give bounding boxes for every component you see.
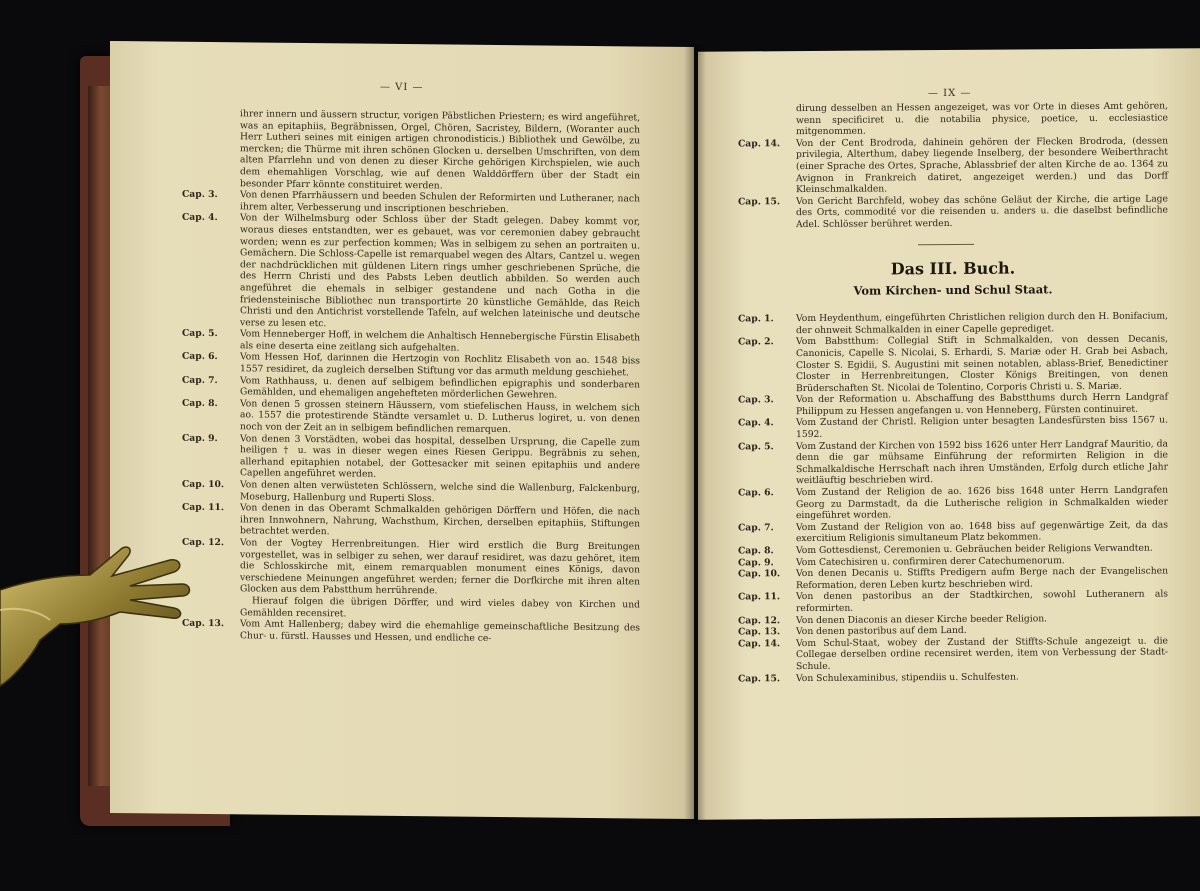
chapter-label: Cap. 14. [738, 637, 781, 650]
right-entry [738, 334, 1168, 395]
chapter-text: Von denen alten verwüsteten Schlössern, welche sind die Wallenburg, Falckenburg, Moseburg, Hallenburg und Ruperti Sloss. [240, 479, 640, 504]
right-entry [738, 670, 1168, 685]
chapter-text: Vom Hessen Hof, darinnen die Hertzogin von Rochlitz Elisabeth von ao. 1548 biss 1557 residiret, da zugleich derselben Stiftung vor das armuth meldung geschiehet. [240, 351, 640, 379]
chapter-label: Cap. 1. [738, 313, 774, 325]
chapter-text: Von denen Decanis u. Stiffts Predigern aufm Berge nach der Evangelischen Reformation, deren Leben kurtz beschrieben wird. [796, 565, 1168, 591]
chapter-label: Cap. 3. [738, 394, 774, 406]
left-page-number: — VI — [380, 81, 424, 94]
left-page-after-12: Hierauf folgen die übrigen Dörffer, und wird vieles dabey von Kirchen und Gemählden recensiret. [240, 595, 640, 619]
chapter-label: Cap. 4. [738, 417, 774, 429]
chapter-text: Vom Gottesdienst, Ceremonien u. Gebräuchen beider Religions Verwandten. [796, 542, 1153, 557]
chapter-text: Von denen Diaconis an dieser Kirche beeder Religion. [796, 612, 1048, 626]
chapter-text: Von denen 3 Vorstädten, wobei das hospital, desselben Ursprung, die Capelle zum heiligen † u. was in dieser wegen eines Riesen Gerippu. Begräbnis zu sehen, allerhand epitaphien notabel, der Gottesacker mit seinen epitaphiis und andere Capellen angeführet werden. [240, 432, 640, 481]
chapter-label: Cap. 9. [182, 432, 218, 444]
chapter-text: Vom Schul-Staat, wobey der Zustand der Stiffts-Schule angezeigt u. die Collegae derselben ordine recensiret werden, item von Verbessung der Stadt-Schule. [796, 635, 1168, 673]
brass-hand-icon [0, 520, 200, 690]
left-entry [182, 398, 640, 438]
chapter-text: Vom Zustand der Kirchen von 1592 biss 1626 unter Herr Landgraf Mauritio, da denn die gar mühsame Einführung der reformirten Religion in die Schmalkaldische Herrschaft nach ihren Umständen, Erfolg durch etliche Jahr weitläuftig beschrieben wird. [796, 438, 1168, 487]
chapter-text: Von denen pastoribus an der Stadtkirchen, sowohl Lutheranern als reformirten. [796, 588, 1168, 615]
chapter-text: Von Gericht Barchfeld, wobey das schöne Geläut der Kirche, die artige Lage des Orts, commodité vor die reisenden u. anders u. die daselbst befindliche Adel. Schlösser berühret werden. [796, 193, 1168, 231]
chapter-label: Cap. 3. [182, 188, 218, 201]
chapter-label: Cap. 8. [738, 545, 774, 557]
section-heading: Vom Kirchen- und Schul Staat. [853, 281, 1053, 298]
chapter-text: Vom Rathhauss, u. denen auf selbigem befindlichen epigraphis und sonderbaren Gemählden, und ehemaligen angehefteten mörderlichen Gewehren. [240, 374, 640, 401]
chapter-label: Cap. 7. [738, 522, 774, 534]
book-gutter [684, 44, 706, 824]
chapter-label: Cap. 15. [738, 195, 781, 208]
chapter-label: Cap. 12. [182, 536, 225, 549]
right-entry [738, 635, 1168, 673]
right-page-intro: dirung desselben an Hessen angezeiget, was vor Orte in dieses Amt gehören, wenn specificiret u. die notabilia physice, poetice, u. ecclesiastice mitgenommen. [796, 100, 1168, 138]
left-page-intro: ihrer innern und äussern structur, vorigen Päbstlichen Priestern; es wird angeführet, was an epitaphiis, Begräbnissen, Orgel, Chören, Sacristey, Bildern, (Woranter auch Herr Lutheri seines mit einigen artigen chronodisticis.) Bibliothek und Gewölbe, zu mercken; die Thürme mit ihren schönen Glocken u. derselben Umschriften, von dem alten Pfarrlehn und von denen zu dieser Kirche gehörigen Kirchspielen, wie auch dem ehemahligen Vorschlag, wie auf denen Walddörffern über der Stadt ein besonder Pfarr könnte constituiret werden. [240, 108, 640, 191]
chapter-label: Cap. 2. [738, 336, 774, 348]
right-entry [738, 415, 1168, 441]
left-entry [182, 432, 640, 483]
right-entry [738, 589, 1168, 615]
chapter-label: Cap. 15. [738, 672, 781, 685]
chapter-label: Cap. 14. [738, 137, 781, 150]
right-entry [738, 485, 1168, 523]
left-entry [182, 537, 640, 600]
chapter-text: Vom Catechisiren u. confirmiren derer Catechumenorum. [796, 554, 1065, 568]
chapter-label: Cap. 4. [182, 212, 218, 224]
chapter-label: Cap. 10. [738, 568, 781, 580]
chapter-label: Cap. 10. [182, 478, 225, 491]
right-top-entry [738, 135, 1168, 196]
left-page-text [182, 108, 640, 646]
chapter-label: Cap. 8. [182, 397, 218, 409]
chapter-label: Cap. 12. [738, 614, 781, 627]
right-top-entry [738, 193, 1168, 231]
chapter-label: Cap. 7. [182, 374, 218, 386]
chapter-label: Cap. 6. [182, 351, 218, 363]
open-book [80, 44, 1168, 824]
chapter-text: Vom Heydenthum, eingeführten Christlichen religion durch den H. Bonifacium, der ohnweit Schmalkalden in einer Capelle geprediget. [796, 310, 1168, 336]
right-page-text [738, 100, 1168, 684]
chapter-text: Von der Reformation u. Abschaffung des Babstthums durch Herrn Landgraf Philippum zu Hessen angefangen u. von Henneberg, Fürsten continuiret. [796, 391, 1168, 417]
book-heading: Das III. Buch. [890, 258, 1016, 278]
chapter-text: Vom Zustand der Religion de ao. 1626 biss 1648 unter Herrn Landgrafen Georg zu Darmstadt, da die Lutherische religion in Schmalkalden wieder eingeführet worden. [796, 484, 1168, 522]
right-entry [738, 438, 1168, 487]
chapter-label: Cap. 13. [738, 626, 781, 638]
right-entry [738, 519, 1168, 545]
right-page [698, 48, 1200, 820]
chapter-text: Vom Zustand der Religion von ao. 1648 biss auf gegenwärtige Zeit, da das exercitium Religionis simultaneum Platz bekommen. [796, 519, 1168, 545]
section-divider [918, 243, 974, 244]
right-entry [738, 392, 1168, 418]
chapter-label: Cap. 5. [738, 440, 774, 453]
chapter-label: Cap. 11. [738, 591, 781, 603]
chapter-label: Cap. 9. [738, 556, 774, 569]
chapter-text: Von denen in das Oberamt Schmalkalden gehörigen Dörffern und Höfen, die nach ihren Innwohnern, Nahrung, Wachsthum, Kirchen, derselben epitaphiis, Stiftungen betrachtet werden. [240, 502, 640, 538]
chapter-label: Cap. 11. [182, 501, 225, 514]
chapter-text: Von denen pastoribus auf dem Land. [796, 625, 967, 638]
chapter-text: Von der Vogtey Herrenbreitungen. Hier wird erstlich die Burg Breitungen vorgestellet, was in selbiger zu sehen, wer darauf residiret, was dazu gehöret, item die Schlosskirche mit, einem remarquablen monument eines Königs, davon verschiedene Meinungen angeführet werden; ferner die Dorfkirche mit ihren alten Glocken aus dem Pabstthum herrührende. [240, 537, 640, 597]
right-entry [738, 311, 1168, 337]
chapter-label: Cap. 6. [738, 487, 774, 499]
left-page [110, 41, 694, 819]
chapter-text: Vom Amt Hallenberg; dabey wird die ehemahlige gemeinschaftliche Besitzung des Chur- u. fürstl. Hausses und Hessen, und endliche ce- [240, 618, 640, 644]
left-entry [182, 502, 640, 542]
right-page-number: — IX — [928, 87, 972, 100]
chapter-text: Von Schulexaminibus, stipendiis u. Schulfesten. [796, 671, 1019, 684]
chapter-text: Vom Babstthum: Collegial Stift in Schmalkalden, von dessen Decanis, Canonicis, Capelle S. Nicolai, S. Erhardi, S. Mariæ oder H. Grab bei Asbach, Closter S. Egidii, S. Augustini mit seinen notablen, ablass-Brief, Benedictiner Closter in Herrenbreitungen, Closter Königs Breitingen, von denen Brüderschaften St. Nicolai de Tolentino, Corporis Christi u. S. Mariæ. [796, 333, 1168, 394]
left-entry [182, 212, 640, 333]
chapter-text: Von denen Pfarrhäussern und beeden Schulen der Reformirten und Lutheraner, nach ihrem alter, Verbesserung und inscriptionen beschrieben. [240, 189, 640, 215]
chapter-label: Cap. 13. [182, 617, 225, 630]
chapter-text: Vom Henneberger Hoff, in welchem die Anhaltisch Hennebergische Fürstin Elisabeth als eine deserta eine zeitlang sich aufgehalten. [240, 328, 640, 354]
chapter-text: Vom Zustand der Christl. Religion unter besagten Landesfürsten biss 1567 u. 1592. [796, 414, 1168, 441]
chapter-label: Cap. 5. [182, 327, 218, 340]
left-entry-13 [182, 618, 640, 646]
chapter-text: Von der Wilhelmsburg oder Schloss über der Stadt gelegen. Dabey kommt vor, woraus dieses entstandten, wer es gebauet, was vor ceremonien dabey gebraucht worden; wenn es zur perfection kommen; Was in selbigem zu sehen an portraiten u. Gemächern. Die Schloss-Capelle ist remarquabel wegen des Altars, Cantzel u. wegen der nachdrücklichen mit güldenen Litern rings umher geschriebenen Sprüche, die des Herrn Christi und des Pabsts Leben deutlich abbilden. So werden auch angeführet die ehemals in selbiger gestandene und nach Gotha in die friedensteinische Bibliothec nun transportirte 20 künstliche Gemählde, das Reich Christi und den Antichrist vorstellende Tafeln, auf welchen lateinische und deutsche verse zu lesen etc. [240, 212, 640, 329]
right-entry [738, 566, 1168, 592]
chapter-text: Von denen 5 grossen steinern Häussern, vom stiefelischen Hauss, in welchem sich ao. 1557 die protestirende Ständte versamlet u. D. Lutherus logiret, u. von denen noch von der Zeit an in selbigem befindlichen remarquen. [240, 398, 640, 436]
chapter-text: Von der Cent Brodroda, dahinein gehören der Flecken Brodroda, (dessen privilegia, Alterthum, dabey liegende Inselberg, der besondere Weiberthracht (einer Sprache des Ortes, Sprache, Ablassbrief der alten Kirche de ao. 1364 zu Avignon in Frankreich datiret, angezeiget werden.) und das Dorff Kleinschmalkalden. [796, 135, 1168, 196]
